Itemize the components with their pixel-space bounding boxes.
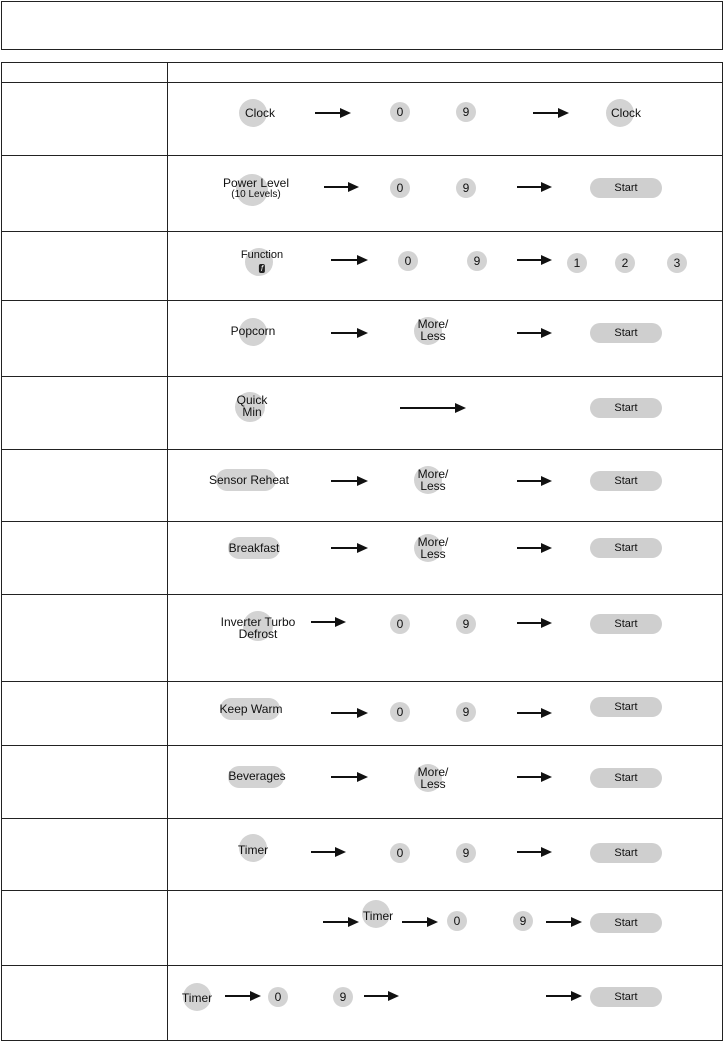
min-label: Min xyxy=(242,405,262,419)
row-divider xyxy=(1,231,723,232)
digit-0-button[interactable]: 0 xyxy=(390,702,410,722)
breakfast-button[interactable]: Breakfast xyxy=(228,541,280,555)
digit-0-button[interactable]: 0 xyxy=(390,614,410,634)
power-level-sublabel: (10 Levels) xyxy=(231,189,281,200)
timer-button[interactable]: Timer xyxy=(362,909,394,923)
digit-9-button[interactable]: 9 xyxy=(456,614,476,634)
digit-0-button[interactable]: 0 xyxy=(447,911,467,931)
more-less-button[interactable] xyxy=(418,536,449,560)
row-divider xyxy=(1,449,723,450)
digit-0-button[interactable]: 0 xyxy=(268,987,288,1007)
row-divider xyxy=(1,155,723,156)
digit-0-button[interactable]: 0 xyxy=(390,102,410,122)
digit-0-button[interactable]: 0 xyxy=(390,843,410,863)
digit-0-button[interactable]: 0 xyxy=(390,178,410,198)
row-divider xyxy=(1,890,723,891)
keep-warm-button[interactable]: Keep Warm xyxy=(219,702,283,716)
more-label: More/ xyxy=(417,467,449,481)
quick-label: Quick xyxy=(236,393,268,407)
row-divider xyxy=(1,594,723,595)
start-button[interactable]: Start xyxy=(590,697,662,717)
power-level-button[interactable] xyxy=(223,177,289,201)
digit-9-button[interactable]: 9 xyxy=(467,251,487,271)
beverages-button[interactable]: Beverages xyxy=(228,769,286,783)
row-divider xyxy=(1,82,723,83)
sensor-reheat-button[interactable]: Sensor Reheat xyxy=(208,473,290,487)
row-divider xyxy=(1,681,723,682)
digit-9-button[interactable]: 9 xyxy=(456,102,476,122)
digit-3-button[interactable]: 3 xyxy=(667,253,687,273)
column-divider xyxy=(167,62,168,1041)
popcorn-button[interactable]: Popcorn xyxy=(230,324,276,338)
row-divider xyxy=(1,818,723,819)
digit-9-button[interactable]: 9 xyxy=(456,702,476,722)
title-box xyxy=(1,1,723,50)
more-less-button[interactable] xyxy=(418,468,449,492)
digit-9-button[interactable]: 9 xyxy=(456,178,476,198)
less-label: Less xyxy=(420,547,446,561)
function-label: Function xyxy=(240,249,284,261)
start-button[interactable]: Start xyxy=(590,178,662,198)
start-button[interactable]: Start xyxy=(590,323,662,343)
function-f-icon: f xyxy=(260,264,264,273)
header-feature-cell xyxy=(2,63,166,81)
timer-button[interactable]: Timer xyxy=(181,991,213,1005)
row-divider xyxy=(1,745,723,746)
inverter-turbo-defrost-button[interactable] xyxy=(221,616,296,640)
digit-9-button[interactable]: 9 xyxy=(513,911,533,931)
header-sequence-cell xyxy=(168,63,722,81)
quick-min-button[interactable] xyxy=(237,394,268,418)
start-button[interactable]: Start xyxy=(590,843,662,863)
digit-9-button[interactable]: 9 xyxy=(333,987,353,1007)
digit-2-button[interactable]: 2 xyxy=(615,253,635,273)
less-label: Less xyxy=(420,777,446,791)
start-button[interactable]: Start xyxy=(590,471,662,491)
start-button[interactable]: Start xyxy=(590,614,662,634)
start-button[interactable]: Start xyxy=(590,768,662,788)
less-label: Less xyxy=(420,329,446,343)
defrost-label: Defrost xyxy=(238,627,278,641)
more-less-button[interactable] xyxy=(418,766,449,790)
more-label: More/ xyxy=(417,765,449,779)
more-label: More/ xyxy=(417,317,449,331)
start-button[interactable]: Start xyxy=(590,913,662,933)
more-less-button[interactable] xyxy=(418,318,449,342)
function-button[interactable] xyxy=(241,249,283,273)
digit-9-button[interactable]: 9 xyxy=(456,843,476,863)
row-divider xyxy=(1,300,723,301)
more-label: More/ xyxy=(417,535,449,549)
row-divider xyxy=(1,521,723,522)
less-label: Less xyxy=(420,479,446,493)
timer-button[interactable]: Timer xyxy=(237,843,269,857)
power-level-label: Power Level xyxy=(222,176,290,190)
start-button[interactable]: Start xyxy=(590,538,662,558)
digit-0-button[interactable]: 0 xyxy=(398,251,418,271)
row-divider xyxy=(1,376,723,377)
digit-1-button[interactable]: 1 xyxy=(567,253,587,273)
start-button[interactable]: Start xyxy=(590,398,662,418)
clock-button[interactable]: Clock xyxy=(244,106,276,120)
start-button[interactable]: Start xyxy=(590,987,662,1007)
row-divider xyxy=(1,965,723,966)
clock-button[interactable]: Clock xyxy=(610,106,642,120)
inverter-turbo-label: Inverter Turbo xyxy=(220,615,296,629)
